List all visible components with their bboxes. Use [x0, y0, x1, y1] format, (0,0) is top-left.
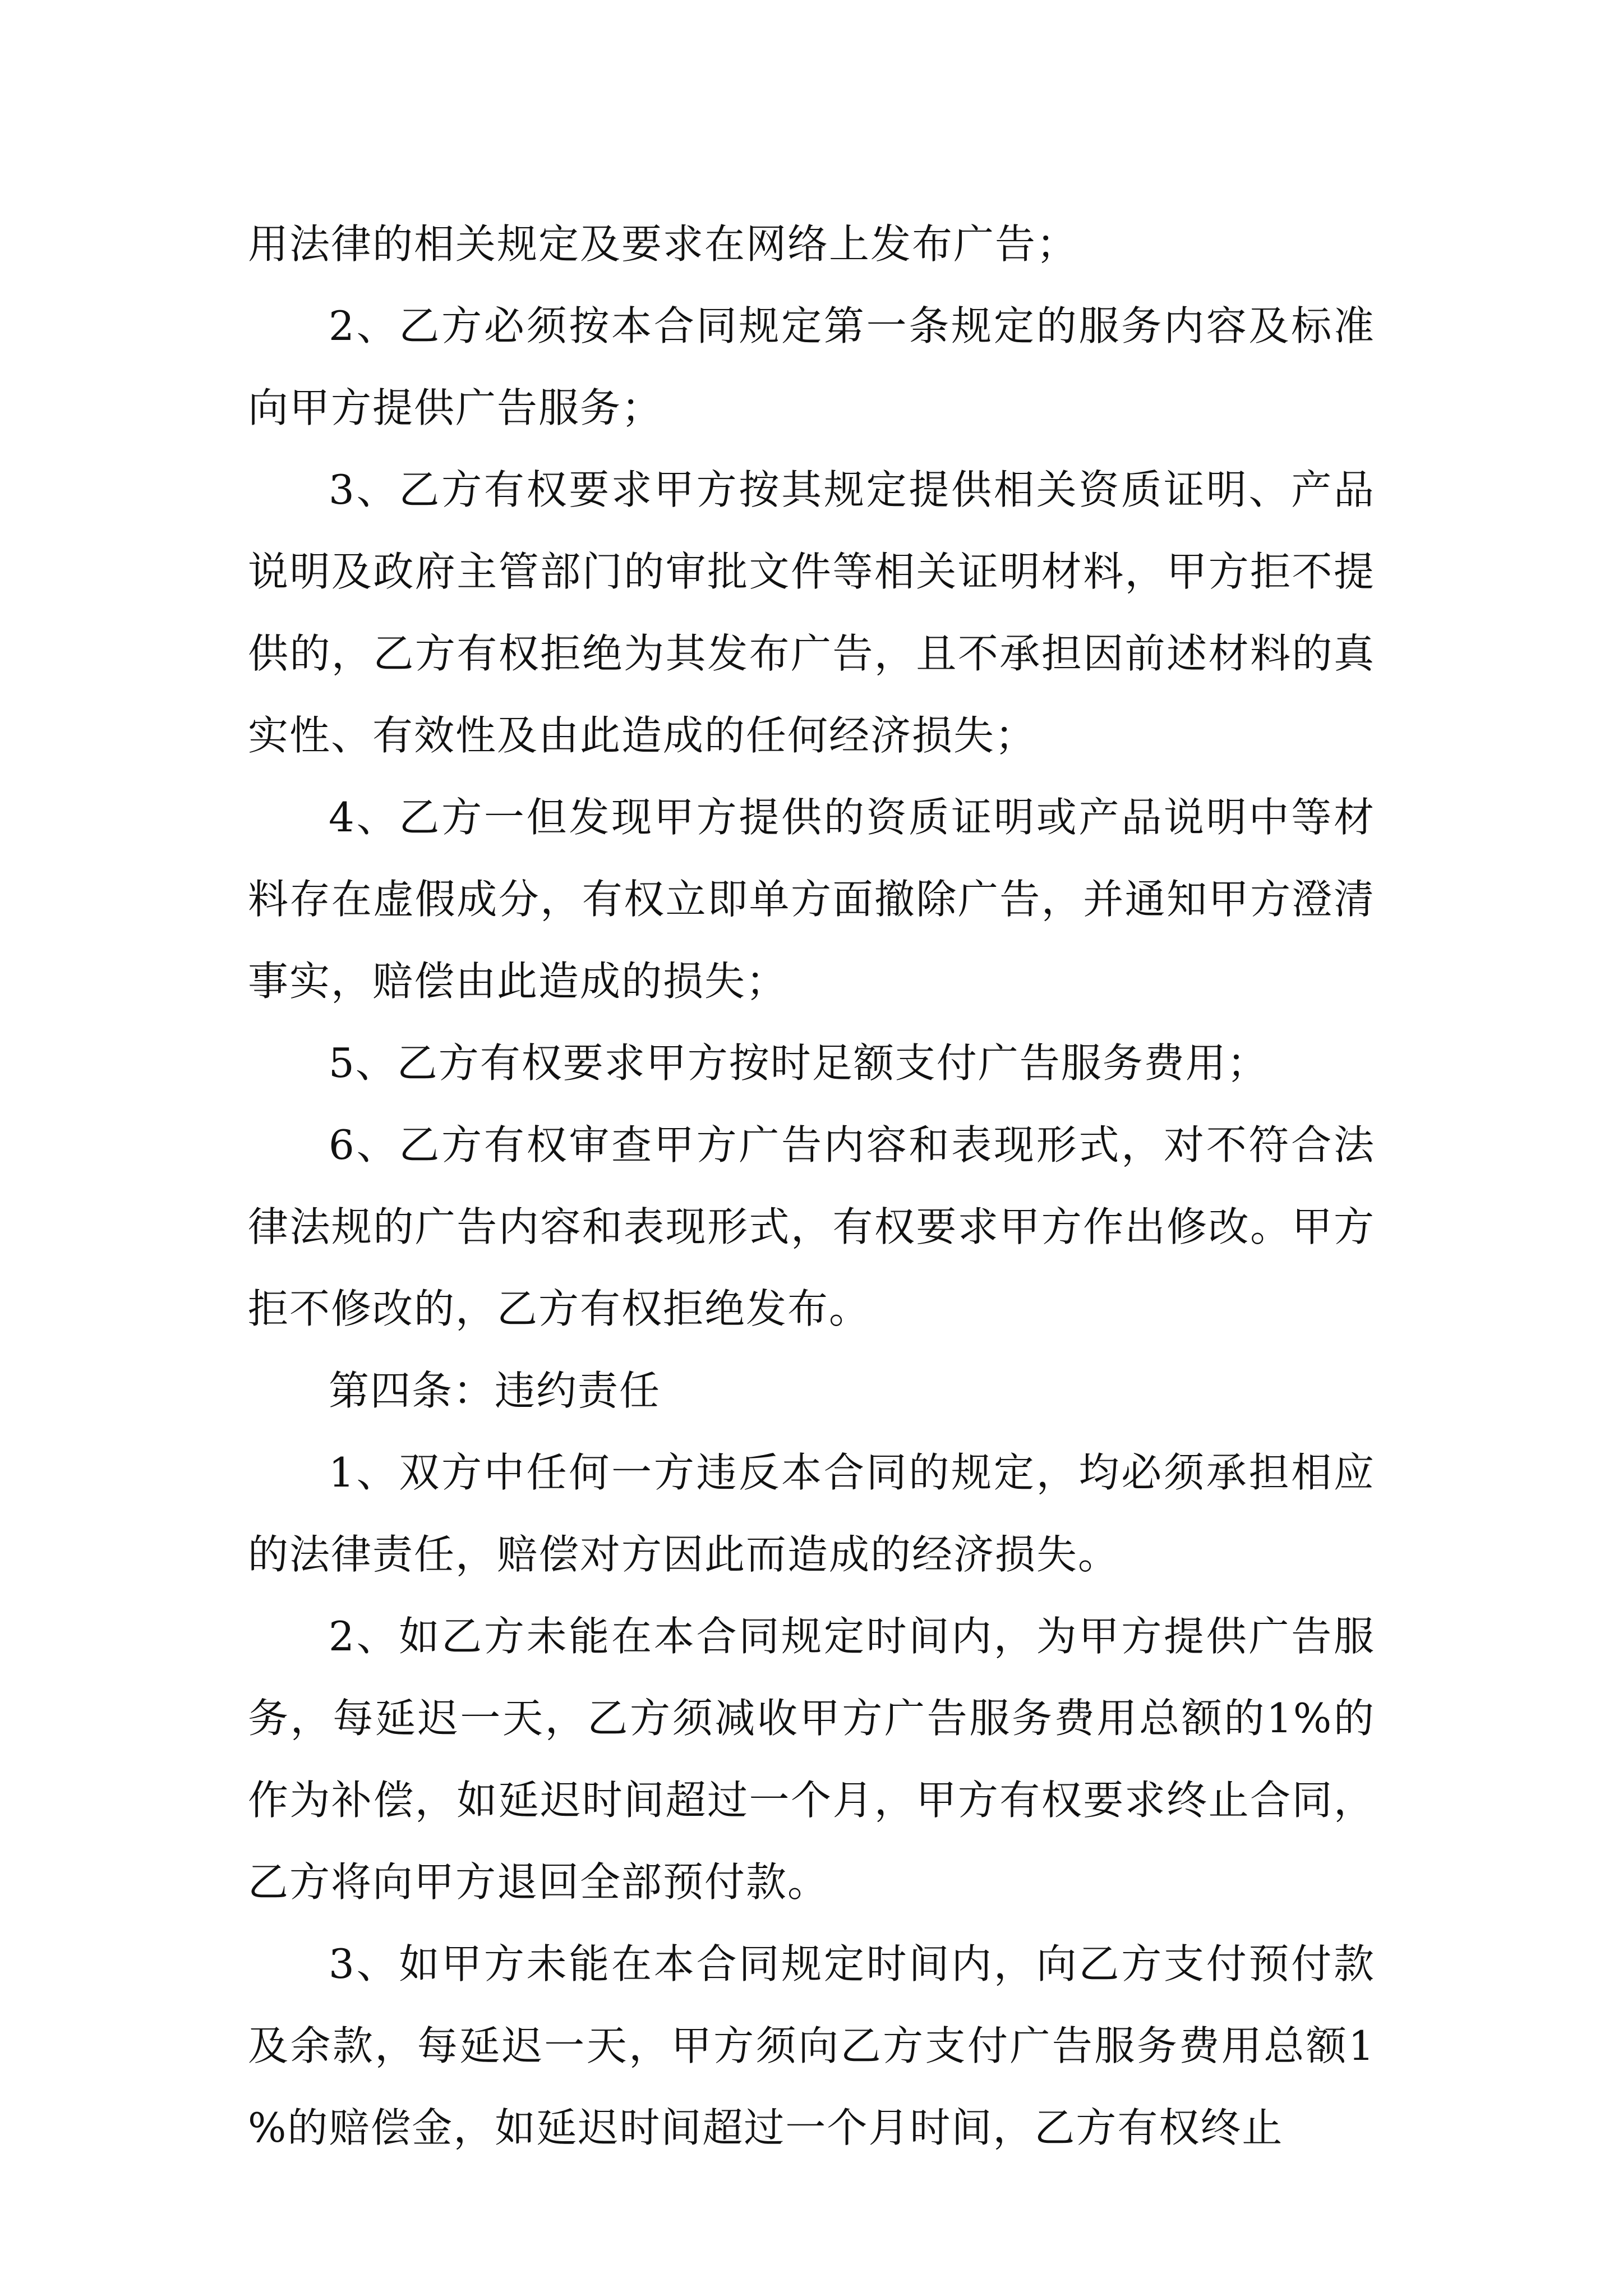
- paragraph-liability-3: 3、如甲方未能在本合同规定时间内，向乙方支付预付款及余款，每延迟一天，甲方须向乙方支付广告服务费用总额1%的赔偿金，如延迟时间超过一个月时间，乙方有权终止: [248, 1940, 1375, 2151]
- paragraph-liability-1: 1、双方中任何一方违反本合同的规定，均必须承担相应的法律责任，赔偿对方因此而造成的经济损失。: [248, 1449, 1375, 1578]
- paragraph-clause-6: 6、乙方有权审查甲方广告内容和表现形式，对不符合法律法规的广告内容和表现形式，有权要求甲方作出修改。甲方拒不修改的，乙方有权拒绝发布。: [248, 1121, 1375, 1332]
- paragraph-liability-2: 2、如乙方未能在本合同规定时间内，为甲方提供广告服务，每延迟一天，乙方须减收甲方广告服务费用总额的1%的作为补偿，如延迟时间超过一个月，甲方有权要求终止合同，乙方将向甲方退回全部预付款。: [248, 1613, 1375, 1906]
- paragraph-clause-4: 4、乙方一但发现甲方提供的资质证明或产品说明中等材料存在虚假成分，有权立即单方面撤除广告，并通知甲方澄清事实，赔偿由此造成的损失；: [248, 794, 1375, 1005]
- paragraph-clause-5: 5、乙方有权要求甲方按时足额支付广告服务费用；: [329, 1039, 1269, 1087]
- document-body: [248, 203, 1375, 2169]
- paragraph-clause-2: 2、乙方必须按本合同规定第一条规定的服务内容及标准向甲方提供广告服务；: [248, 302, 1375, 431]
- paragraph-continuation: 用法律的相关规定及要求在网络上发布广告；: [248, 220, 1078, 268]
- section-heading-article-4: 第四条：违约责任: [329, 1367, 661, 1414]
- paragraph-clause-3: 3、乙方有权要求甲方按其规定提供相关资质证明、产品说明及政府主管部门的审批文件等相关证明材料，甲方拒不提供的，乙方有权拒绝为其发布广告，且不承担因前述材料的真实性、有效性及由此造成的任何经济损失；: [248, 466, 1375, 759]
